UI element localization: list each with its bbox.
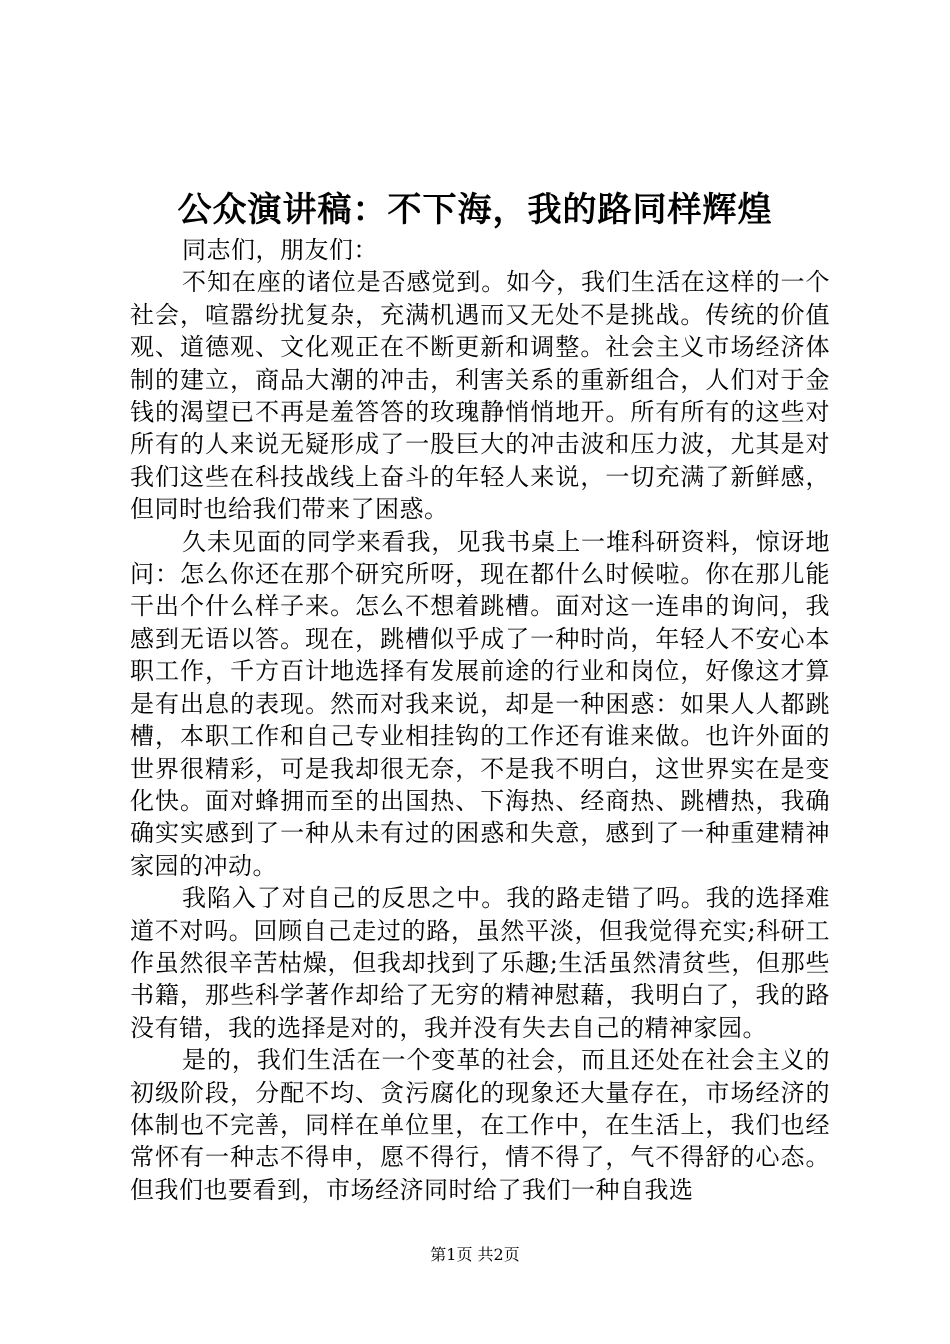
paragraph: 我陷入了对自己的反思之中。我的路走错了吗。我的选择难道不对吗。回顾自己走过的路，虽然平淡，但我觉得充实;科研工作虽然很辛苦枯燥，但我却找到了乐趣;生活虽然清贫些，但那些书籍，那些科学著作却给了无穷的精神慰藉，我明白了，我的路没有错，我的选择是对的，我并没有失去自己的精神家园。 bbox=[130, 884, 830, 1042]
document-body bbox=[130, 234, 830, 1206]
paragraph: 不知在座的诸位是否感觉到。如今，我们生活在这样的一个社会，喧嚣纷扰复杂，充满机遇而又无处不是挑战。传统的价值观、道德观、文化观正在不断更新和调整。社会主义市场经济体制的建立，商品大潮的冲击，利害关系的重新组合，人们对于金钱的渴望已不再是羞答答的玫瑰静悄悄地开。所有所有的这些对所有的人来说无疑形成了一股巨大的冲击波和压力波，尤其是对我们这些在科技战线上奋斗的年轻人来说，一切充满了新鲜感，但同时也给我们带来了困惑。 bbox=[130, 268, 830, 524]
paragraph: 是的，我们生活在一个变革的社会，而且还处在社会主义的初级阶段，分配不均、贪污腐化的现象还大量存在，市场经济的体制也不完善，同样在单位里，在工作中，在生活上，我们也经常怀有一种志不得申，愿不得行，情不得了，气不得舒的心态。但我们也要看到，市场经济同时给了我们一种自我选 bbox=[130, 1046, 830, 1204]
paragraph-salutation: 同志们，朋友们： bbox=[182, 236, 378, 264]
page-footer: 第1页 共2页 bbox=[430, 1245, 520, 1264]
paragraph: 久未见面的同学来看我，见我书桌上一堆科研资料，惊讶地问：怎么你还在那个研究所呀，现在都什么时候啦。你在那儿能干出个什么样子来。怎么不想着跳槽。面对这一连串的询问，我感到无语以答。现在，跳槽似乎成了一种时尚，年轻人不安心本职工作，千方百计地选择有发展前途的行业和岗位，好像这才算是有出息的表现。然而对我来说，却是一种困惑：如果人人都跳槽，本职工作和自己专业相挂钩的工作还有谁来做。也许外面的世界很精彩，可是我却很无奈，不是我不明白，这世界实在是变化快。面对蜂拥而至的出国热、下海热、经商热、跳槽热，我确确实实感到了一种从未有过的困惑和失意，感到了一种重建精神家园的冲动。 bbox=[130, 527, 830, 880]
document-title: 公众演讲稿：不下海，我的路同样辉煌 bbox=[177, 190, 773, 230]
